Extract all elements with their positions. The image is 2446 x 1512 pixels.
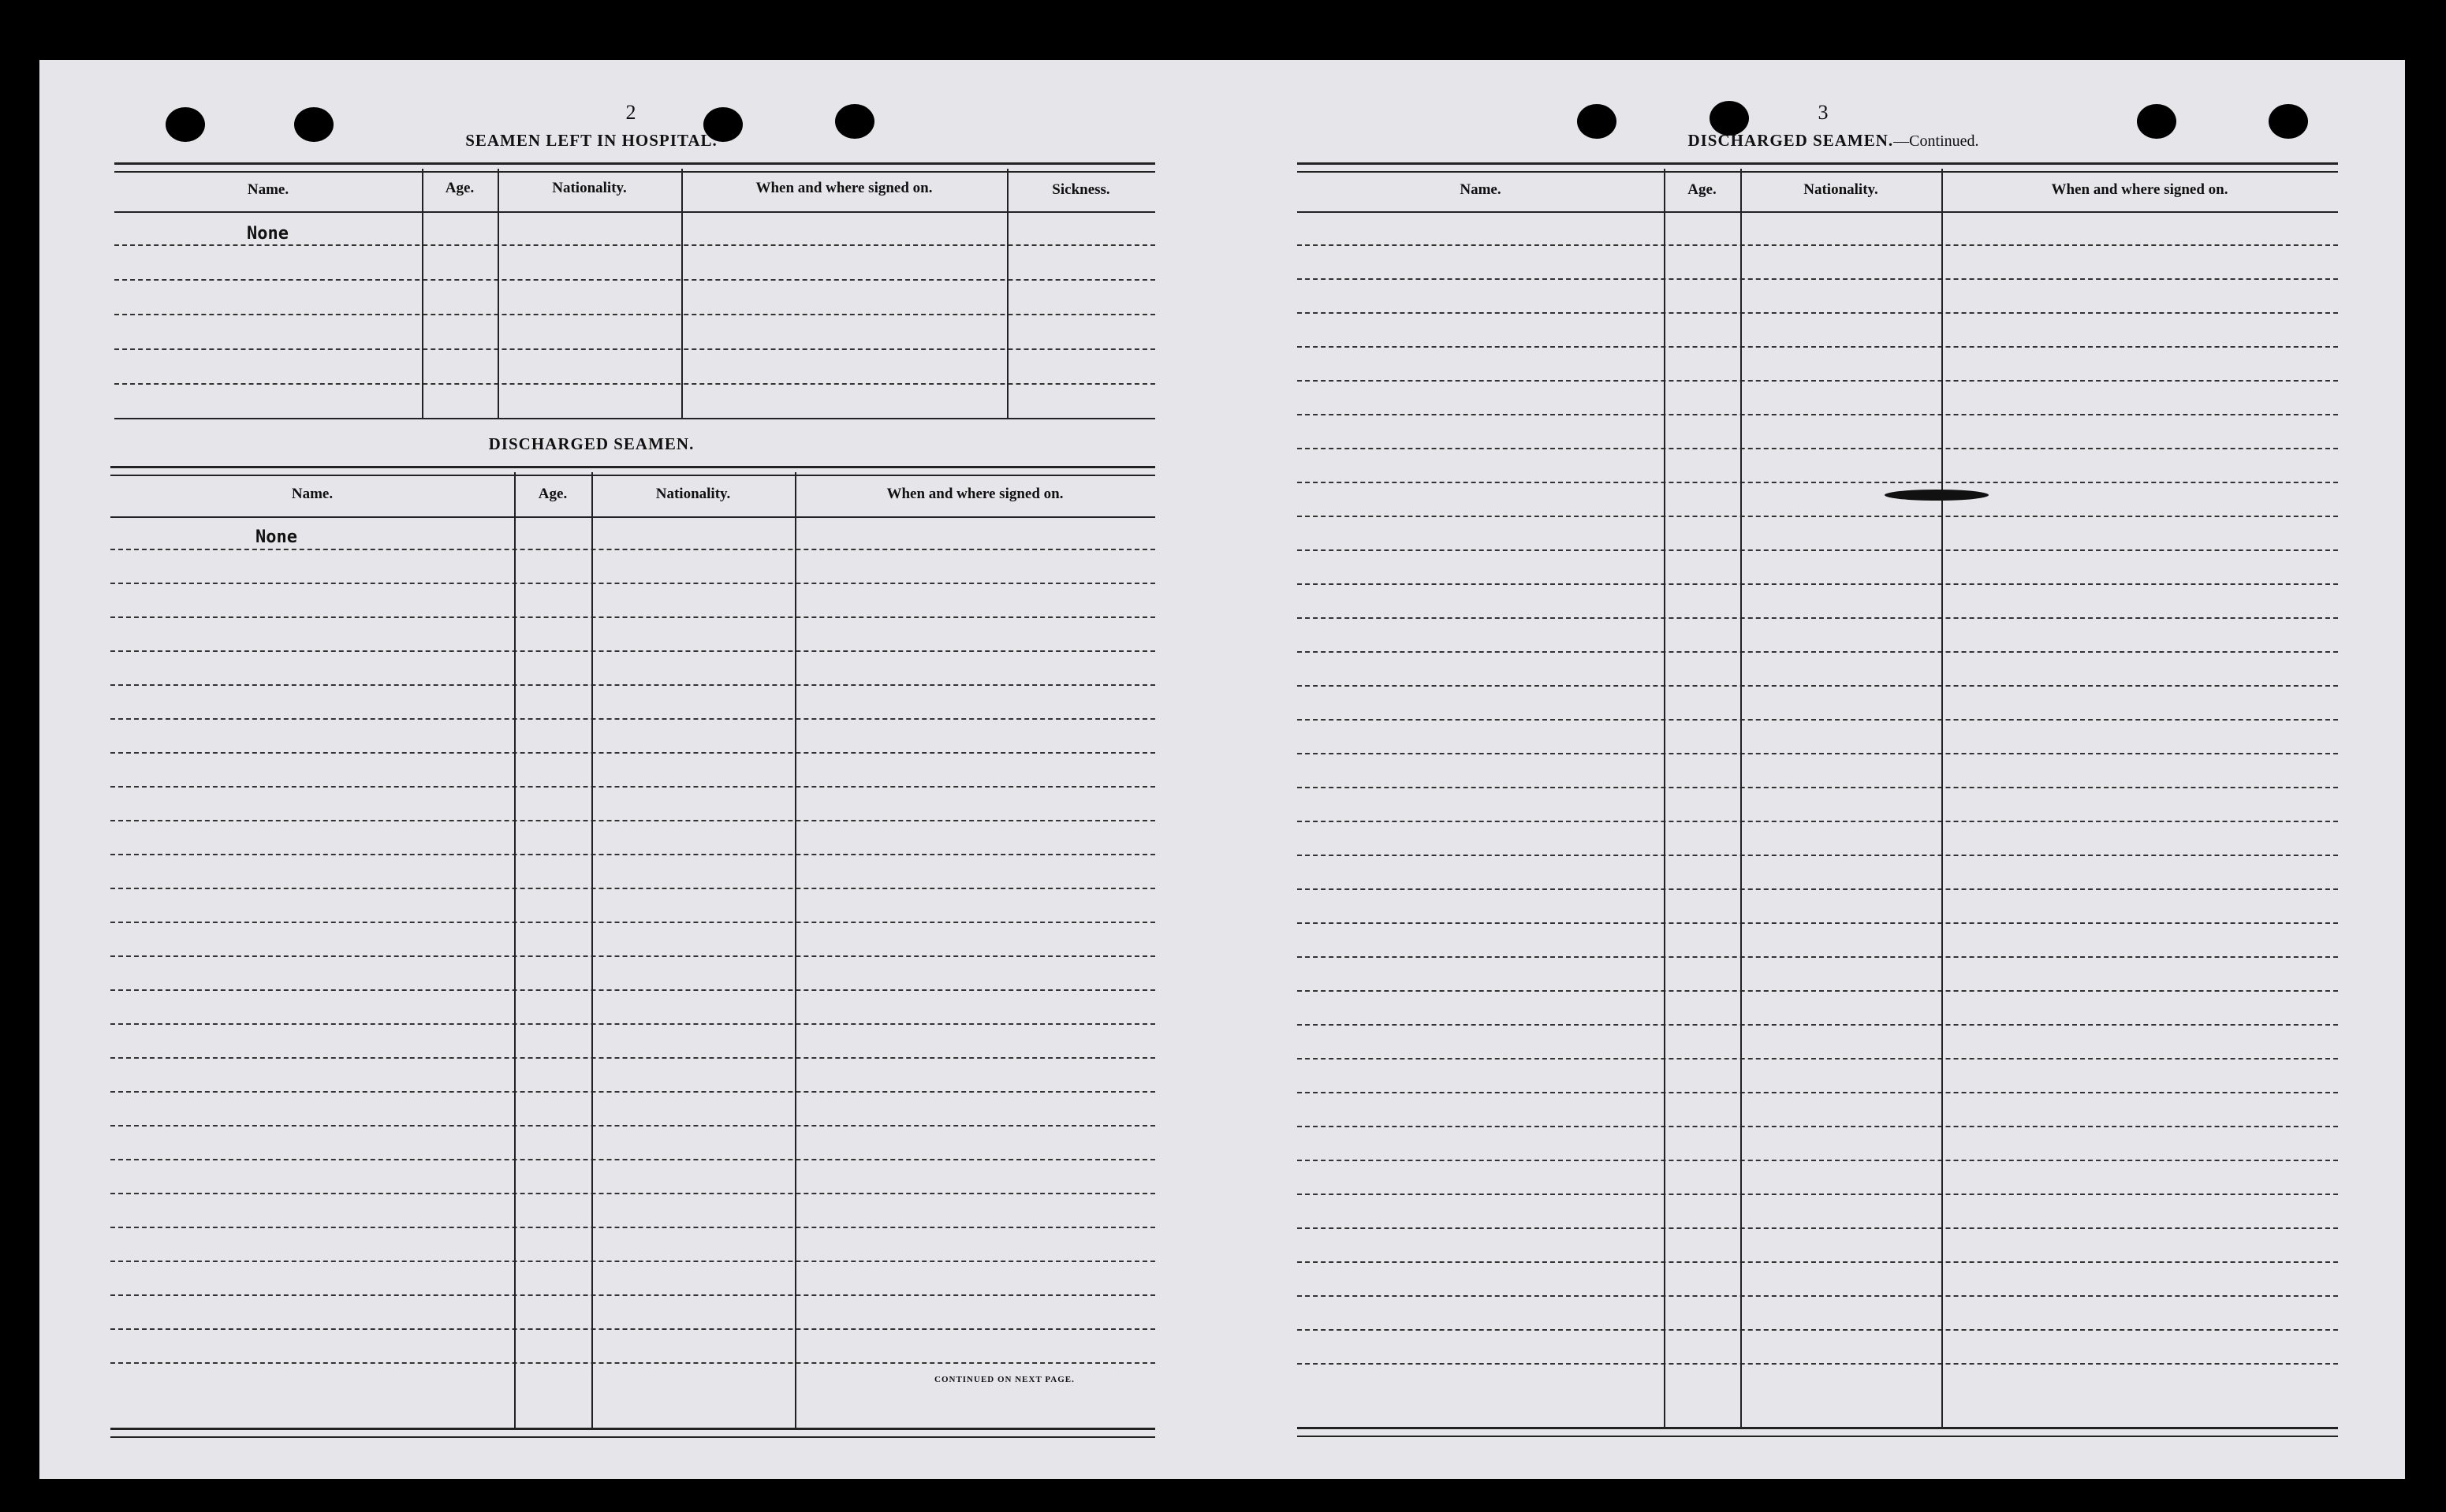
- col-header-sickness: Sickness.: [1052, 181, 1110, 198]
- continued-footer: CONTINUED ON NEXT PAGE.: [934, 1375, 1075, 1384]
- hospital-entry-none: None: [247, 224, 289, 244]
- col-header-nationality: Nationality.: [552, 180, 627, 196]
- col-header-name: Name.: [247, 181, 289, 198]
- col-header-nationality: Nationality.: [1803, 181, 1878, 198]
- col-header-signed-on: When and where signed on.: [886, 486, 1064, 502]
- discharged-section-title: DISCHARGED SEAMEN.: [488, 434, 695, 453]
- discharged-table-right: [1297, 162, 2338, 1439]
- right-section-title: [1656, 131, 2011, 151]
- hospital-section-title: SEAMEN LEFT IN HOSPITAL.: [465, 131, 718, 150]
- hospital-table: [114, 162, 1155, 430]
- col-header-nationality: Nationality.: [655, 486, 731, 502]
- right-section-title-suffix: —Continued.: [1893, 132, 1979, 150]
- punch-hole: [2269, 104, 2308, 139]
- col-header-age: Age.: [445, 180, 475, 196]
- punch-hole: [294, 107, 334, 142]
- right-section-title-text: DISCHARGED SEAMEN.: [1687, 131, 1894, 150]
- punch-hole: [166, 107, 205, 142]
- right-page-number: 3: [1818, 101, 1829, 124]
- discharged-table-left: [110, 466, 1155, 1439]
- col-header-signed-on: When and where signed on.: [2051, 181, 2228, 198]
- punch-hole: [835, 104, 874, 139]
- document-sheet: [39, 60, 2405, 1479]
- ink-smudge: [1885, 490, 1989, 501]
- left-page-number: 2: [625, 101, 636, 124]
- col-header-name: Name.: [1460, 181, 1501, 198]
- col-header-name: Name.: [291, 486, 334, 502]
- discharged-entry-none: None: [255, 527, 297, 547]
- punch-hole: [1577, 104, 1616, 139]
- col-header-signed-on: When and where signed on.: [755, 180, 933, 196]
- col-header-age: Age.: [1687, 181, 1717, 198]
- col-header-age: Age.: [538, 486, 568, 502]
- punch-hole: [2137, 104, 2176, 139]
